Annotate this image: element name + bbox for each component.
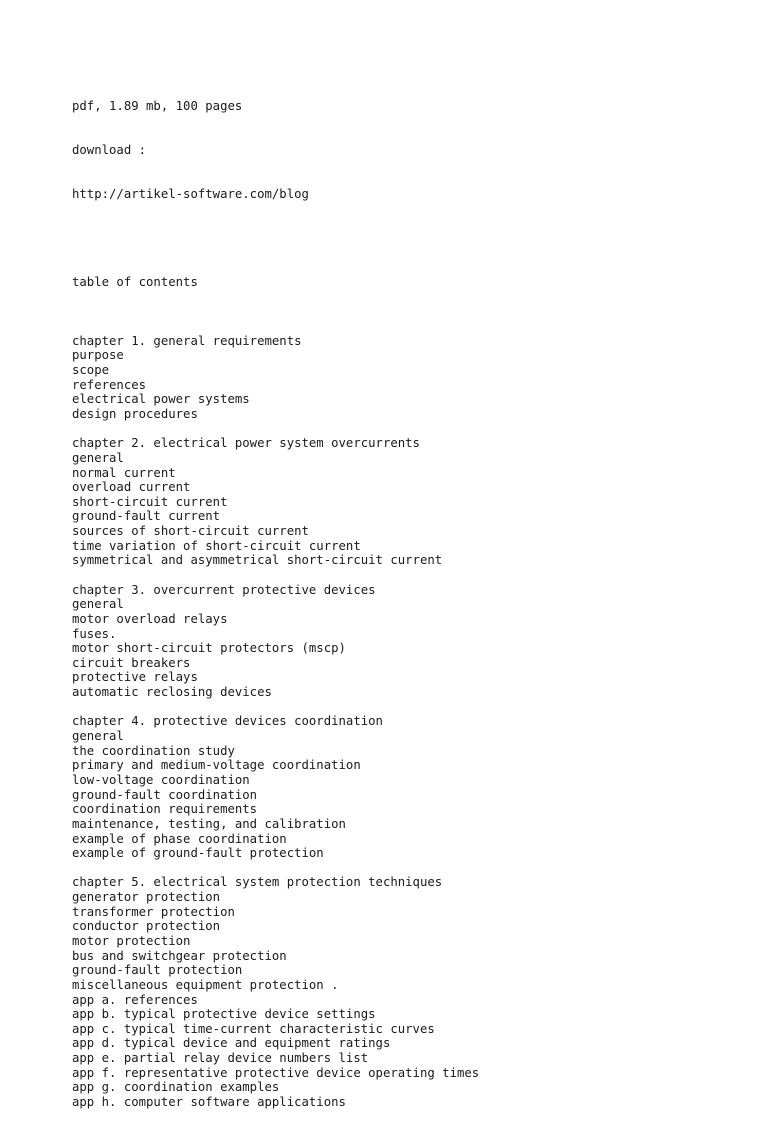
toc-item: normal current	[72, 465, 176, 480]
toc-item: maintenance, testing, and calibration	[72, 816, 346, 831]
toc-item: app a. references	[72, 992, 198, 1007]
toc-item: short-circuit current	[72, 494, 228, 509]
toc-item: app e. partial relay device numbers list	[72, 1051, 369, 1066]
toc-item: coordination requirements	[72, 802, 258, 817]
toc-item: generator protection	[72, 890, 221, 905]
spacer	[72, 231, 752, 246]
toc-item: motor overload relays	[72, 611, 228, 626]
toc-item: circuit breakers	[72, 655, 191, 670]
toc-item: example of phase coordination	[72, 831, 287, 846]
toc-item: app f. representative protective device operating times	[72, 1065, 480, 1080]
toc-item: ground-fault protection	[72, 963, 243, 978]
toc-item: app d. typical device and equipment ratings	[72, 1036, 391, 1051]
toc-item: symmetrical and asymmetrical short-circuit current	[72, 553, 443, 568]
spacer	[72, 861, 752, 876]
chapter-section	[72, 583, 752, 700]
document-body	[72, 70, 752, 1124]
toc-item: low-voltage coordination	[72, 772, 250, 787]
chapter-title: chapter 1. general requirements	[72, 333, 302, 348]
toc-item: overload current	[72, 480, 191, 495]
toc-item: the coordination study	[72, 743, 235, 758]
chapter-section	[72, 334, 752, 422]
toc-item: protective relays	[72, 670, 198, 685]
file-info: pdf, 1.89 mb, 100 pages	[72, 99, 243, 114]
toc-item: app c. typical time-current characteristic curves	[72, 1021, 435, 1036]
toc-item: transformer protection	[72, 904, 235, 919]
toc-item: miscellaneous equipment protection .	[72, 977, 339, 992]
toc-item: references	[72, 377, 147, 392]
spacer	[72, 700, 752, 715]
toc-item: sources of short-circuit current	[72, 524, 309, 539]
toc-item: example of ground-fault protection	[72, 846, 324, 861]
toc-item: ground-fault coordination	[72, 787, 258, 802]
toc-item: design procedures	[72, 406, 198, 421]
spacer	[72, 568, 752, 583]
toc-item: purpose	[72, 348, 124, 363]
toc-item: app b. typical protective device settings	[72, 1007, 376, 1022]
toc-item: app h. computer software applications	[72, 1095, 346, 1110]
spacer	[72, 422, 752, 437]
toc-item: scope	[72, 363, 110, 378]
download-label: download :	[72, 143, 147, 158]
chapter-section	[72, 436, 752, 568]
chapter-section	[72, 714, 752, 860]
toc-item: general	[72, 597, 124, 612]
toc-item: general	[72, 450, 124, 465]
toc-item: general	[72, 729, 124, 744]
chapter-section	[72, 875, 752, 1109]
toc-title: table of contents	[72, 275, 198, 290]
toc-item: bus and switchgear protection	[72, 948, 287, 963]
table-of-contents	[72, 334, 752, 1110]
toc-item: automatic reclosing devices	[72, 685, 272, 700]
toc-item: primary and medium-voltage coordination	[72, 758, 361, 773]
toc-item: motor protection	[72, 934, 191, 948]
toc-item: ground-fault current	[72, 509, 221, 524]
download-url: http://artikel-software.com/blog	[72, 187, 309, 202]
chapter-title: chapter 4. protective devices coordination	[72, 714, 383, 729]
chapter-title: chapter 3. overcurrent protective devices	[72, 582, 376, 597]
chapter-title: chapter 2. electrical power system overcurrents	[72, 436, 420, 451]
toc-item: motor short-circuit protectors (mscp)	[72, 641, 346, 656]
toc-item: electrical power systems	[72, 392, 250, 407]
toc-item: time variation of short-circuit current	[72, 538, 361, 553]
toc-item: conductor protection	[72, 919, 221, 934]
toc-item: fuses.	[72, 626, 117, 641]
chapter-title: chapter 5. electrical system protection techniques	[72, 875, 443, 890]
toc-item: app g. coordination examples	[72, 1080, 280, 1095]
